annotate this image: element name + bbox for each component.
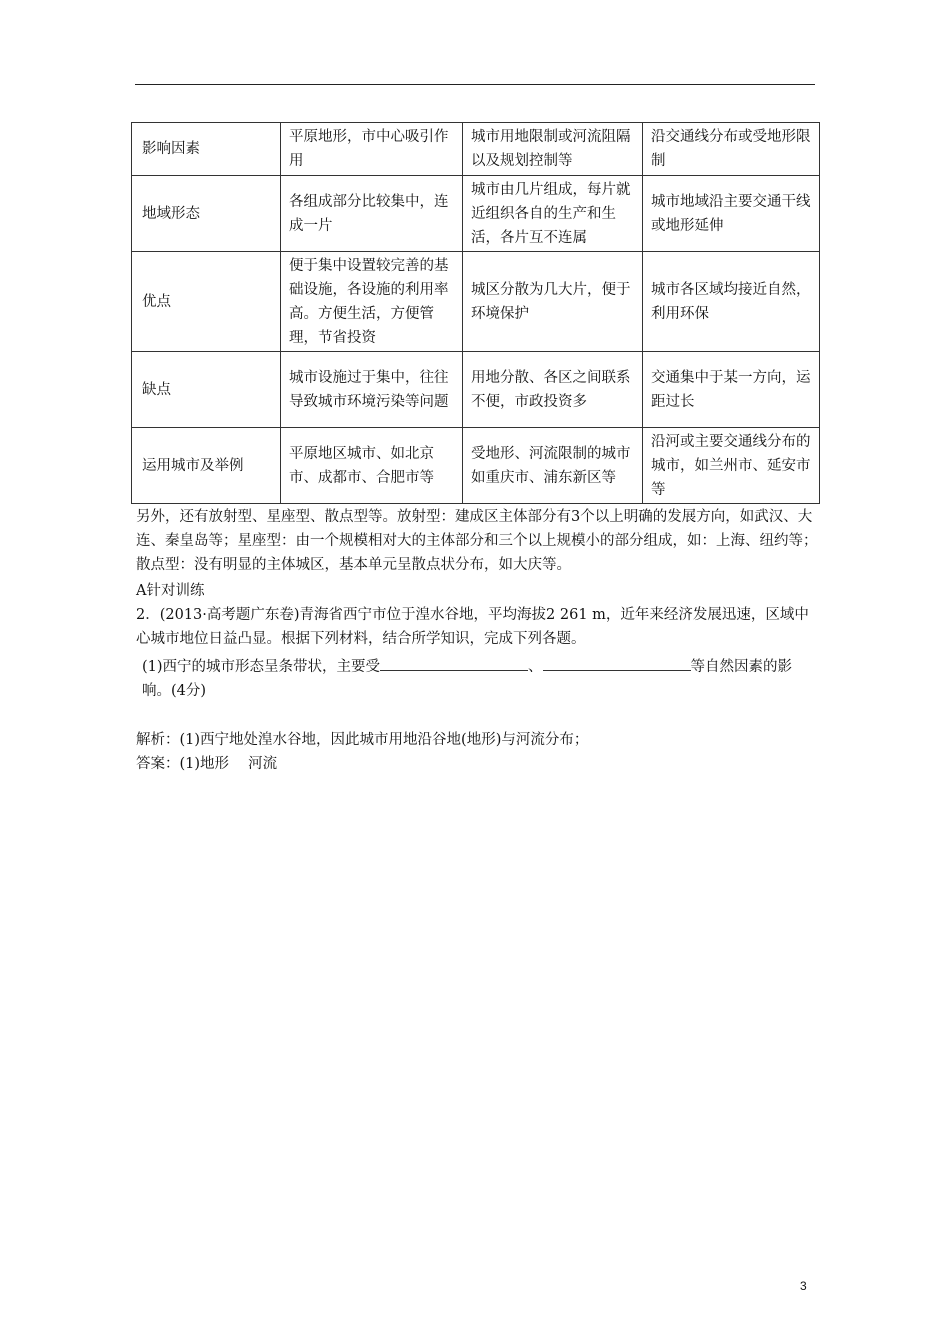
table-cell: 受地形、河流限制的城市如重庆市、浦东新区等 [463,428,643,504]
table-cell: 平原地形，市中心吸引作用 [281,123,463,176]
table-cell: 城市各区域均接近自然，利用环保 [643,252,820,352]
answer-line: 答案：(1)地形 河流 [136,756,278,772]
table-row [132,123,820,176]
table-cell: 沿河或主要交通线分布的城市，如兰州市、延安市等 [643,428,820,504]
table-row [132,176,820,252]
header-rule [135,84,815,85]
question-text-b: 等自然因素的影响。(4分) [142,659,793,699]
question-intro: 2．(2013·高考题广东卷)青海省西宁市位于湟水谷地，平均海拔2 261 m，近年来经济发展迅速，区域中心城市地位日益凸显。根据下列材料，结合所学知识，完成下列各题。 [136,607,809,647]
row-label: 优点 [132,252,281,352]
table-cell: 城区分散为几大片，便于环境保护 [463,252,643,352]
table-cell: 各组成部分比较集中，连成一片 [281,176,463,252]
table-cell: 沿交通线分布或受地形限制 [643,123,820,176]
table-row [132,428,820,504]
question-text-a: (1)西宁的城市形态呈条带状，主要受 [142,659,381,675]
question-part-1 [136,654,820,703]
table-cell: 城市由几片组成，每片就近组织各自的生产和生活，各片互不连属 [463,176,643,252]
analysis-line: 解析：(1)西宁地处湟水谷地，因此城市用地沿谷地(地形)与河流分布； [136,732,589,748]
row-label: 影响因素 [132,123,281,176]
row-label: 运用城市及举例 [132,428,281,504]
table-cell: 便于集中设置较完善的基础设施，各设施的利用率高。方便生活，方便管理，节省投资 [281,252,463,352]
answer-blank-1[interactable] [380,654,528,671]
section-label: A针对训练 [136,583,205,599]
page-number: 3 [800,1279,807,1293]
table-cell: 城市设施过于集中，往往导致城市环境污染等问题 [281,352,463,428]
table-cell: 用地分散、各区之间联系不便，市政投资多 [463,352,643,428]
answer-blank-2[interactable] [543,654,691,671]
row-label: 地域形态 [132,176,281,252]
table-row [132,252,820,352]
question-sep: 、 [528,659,543,675]
note-paragraph: 另外，还有放射型、星座型、散点型等。放射型：建成区主体部分有3个以上明确的发展方向，如武汉、大连、秦皇岛等；星座型：由一个规模相对大的主体部分和三个以上规模小的部分组成，如：上海、纽约等；散点型：没有明显的主体城区，基本单元呈散点状分布，如大庆等。 [136,509,818,573]
row-label: 缺点 [132,352,281,428]
table-cell: 平原地区城市、如北京市、成都市、合肥市等 [281,428,463,504]
table-cell: 城市用地限制或河流阻隔以及规划控制等 [463,123,643,176]
table-cell: 城市地域沿主要交通干线或地形延伸 [643,176,820,252]
table-row [132,352,820,428]
city-form-table [131,122,820,504]
table-cell: 交通集中于某一方向，运距过长 [643,352,820,428]
